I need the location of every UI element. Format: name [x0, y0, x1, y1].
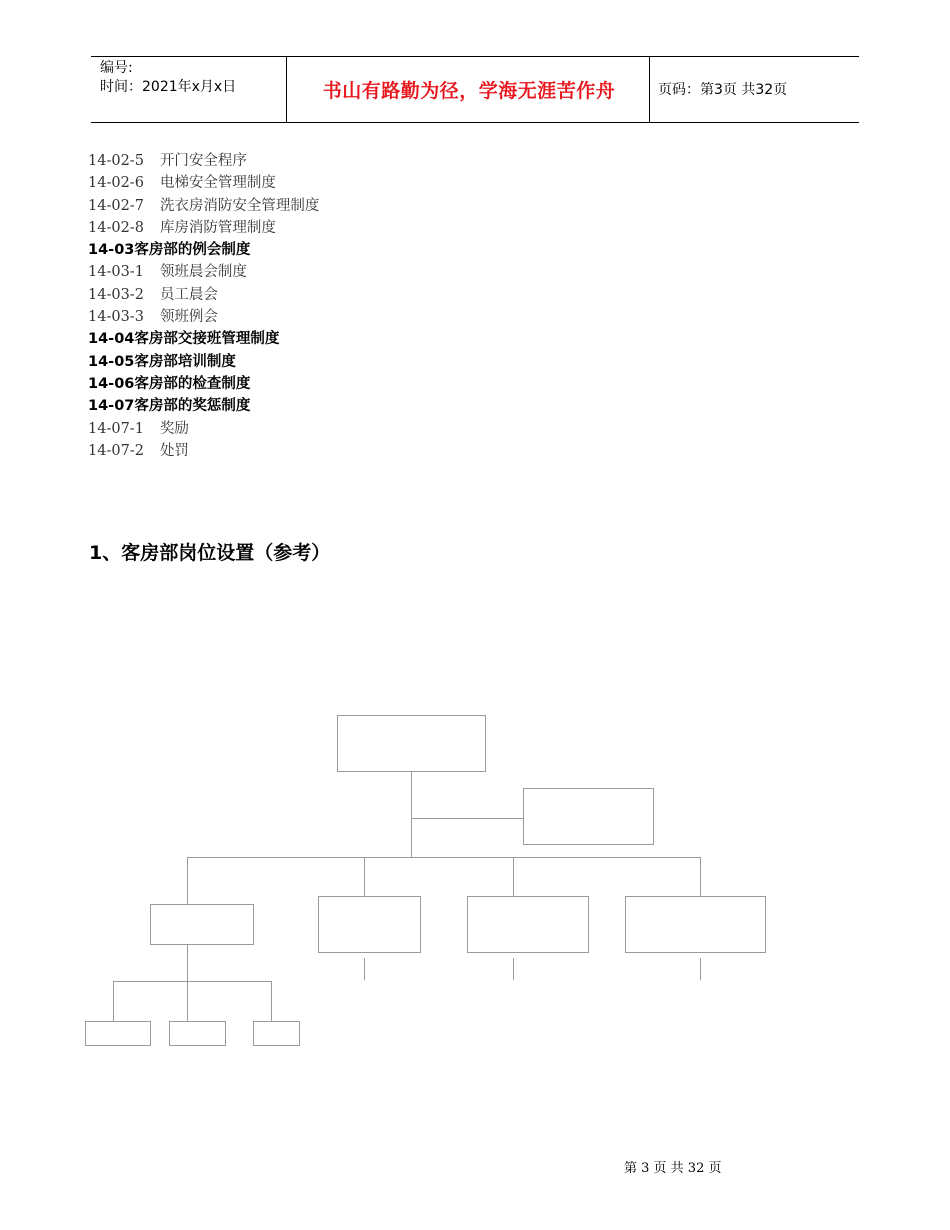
toc-item — [88, 239, 319, 261]
toc-item-code: 14-07-2 — [88, 442, 144, 459]
toc-item-title: 开门安全程序 — [159, 153, 247, 169]
toc-item — [88, 150, 319, 172]
org-box-sub-1 — [85, 1021, 151, 1046]
toc-item — [88, 418, 319, 440]
toc-item — [88, 328, 319, 350]
toc-item-title: 库房消防管理制度 — [159, 219, 276, 236]
toc-item — [88, 261, 319, 283]
toc-item-title: 奖励 — [159, 420, 189, 437]
org-line — [700, 857, 701, 897]
toc-item-code: 14-06 — [88, 375, 135, 392]
org-line — [113, 981, 272, 982]
header-top-rule — [91, 56, 859, 57]
toc-item-code: 14-02-6 — [88, 175, 144, 192]
header-page-code: 页码：第3页 共32页 — [658, 82, 788, 98]
org-box-dept-1 — [150, 904, 254, 945]
toc-item-code: 14-02-8 — [88, 219, 144, 236]
toc-item-title: 电梯安全管理制度 — [159, 175, 276, 192]
toc-item-title: 处罚 — [159, 442, 189, 459]
toc-item — [88, 217, 319, 239]
org-line — [364, 857, 365, 897]
page-footer: 第 3 页 共 32 页 — [624, 1161, 722, 1176]
toc-item — [88, 395, 319, 417]
section-heading: 1、客房部岗位设置（参考） — [89, 542, 331, 564]
toc-item-title: 客房部的检查制度 — [134, 375, 251, 392]
toc-item-title: 领班例会 — [159, 309, 218, 326]
toc-item — [88, 440, 319, 462]
org-box-sub-3 — [253, 1021, 300, 1046]
toc-item — [88, 172, 319, 194]
toc-item-code: 14-02-5 — [88, 153, 144, 169]
toc-item — [88, 195, 319, 217]
org-line — [411, 818, 524, 819]
org-box-dept-4 — [625, 896, 766, 953]
org-box-dept-3 — [467, 896, 589, 953]
toc-item-code: 14-03-2 — [88, 286, 144, 303]
toc-item — [88, 284, 319, 306]
header-motto: 书山有路勤为径，学海无涯苦作舟 — [322, 80, 616, 102]
toc-item-code: 14-03-1 — [88, 264, 144, 281]
toc-item-title: 客房部的奖惩制度 — [134, 398, 251, 415]
toc-item-code: 14-03 — [88, 242, 135, 259]
org-box-sub-2 — [169, 1021, 226, 1046]
org-line — [700, 958, 701, 980]
toc-item — [88, 306, 319, 328]
org-box-top — [337, 715, 486, 772]
org-line — [187, 857, 188, 905]
org-line — [271, 981, 272, 1022]
toc-item-title: 客房部的例会制度 — [134, 242, 251, 259]
toc-item-title: 客房部培训制度 — [134, 353, 236, 370]
header-bottom-rule — [91, 122, 859, 123]
doc-time-label: 时间：2021年x月x日 — [100, 79, 237, 95]
org-line — [364, 958, 365, 980]
toc-item-code: 14-03-3 — [88, 309, 144, 326]
org-line — [411, 772, 412, 858]
org-line — [187, 945, 188, 1022]
toc-item-title: 员工晨会 — [159, 286, 218, 303]
toc-item — [88, 351, 319, 373]
toc-item-code: 14-04 — [88, 331, 135, 348]
org-box-dept-2 — [318, 896, 421, 953]
toc-item-code: 14-02-7 — [88, 197, 144, 214]
toc-item — [88, 373, 319, 395]
doc-number-label: 编号: — [100, 60, 133, 76]
toc-item-title: 客房部交接班管理制度 — [134, 331, 280, 348]
org-line — [113, 981, 114, 1022]
toc-item-title: 领班晨会制度 — [159, 264, 247, 281]
toc-item-code: 14-07 — [88, 398, 135, 415]
header-divider-left — [286, 56, 287, 122]
org-line — [187, 857, 701, 858]
toc-item-title: 洗衣房消防安全管理制度 — [159, 197, 320, 214]
org-box-assistant — [523, 788, 654, 845]
toc-item-code: 14-05 — [88, 353, 135, 370]
toc-item-code: 14-07-1 — [88, 420, 144, 437]
toc-list — [88, 150, 319, 462]
org-line — [513, 857, 514, 897]
org-line — [513, 958, 514, 980]
